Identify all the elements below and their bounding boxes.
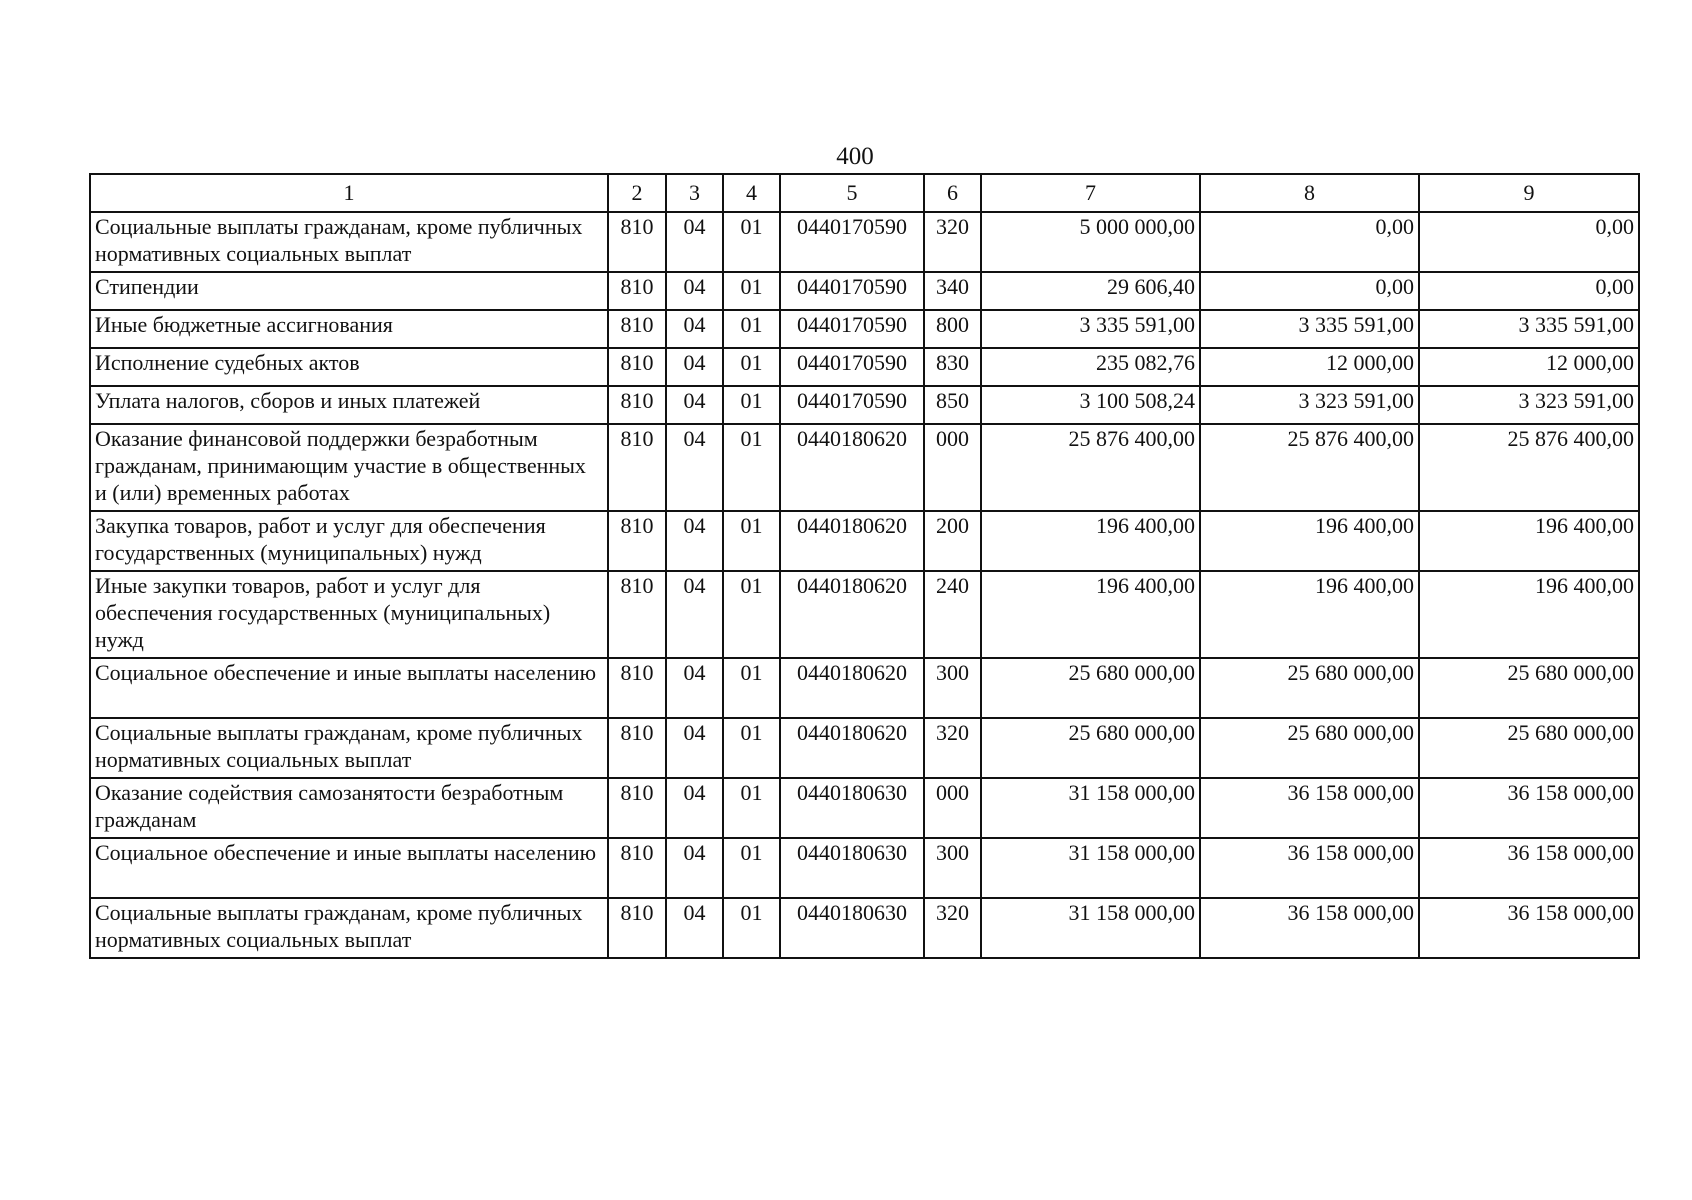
table-row [90,348,1639,386]
code-target-article: 0440170590 [780,272,924,310]
code-subsection: 01 [723,386,780,424]
amount-col9: 36 158 000,00 [1419,898,1639,958]
page-number: 400 [836,143,874,170]
amount-col8: 3 335 591,00 [1200,310,1419,348]
amount-col9: 196 400,00 [1419,571,1639,658]
code-ministry: 810 [608,658,666,718]
code-section: 04 [666,718,723,778]
amount-col7: 25 680 000,00 [981,718,1200,778]
code-subsection: 01 [723,424,780,511]
amount-col9: 25 680 000,00 [1419,658,1639,718]
amount-col8: 25 680 000,00 [1200,718,1419,778]
code-expense-type: 800 [924,310,981,348]
code-target-article: 0440180620 [780,511,924,571]
code-ministry: 810 [608,718,666,778]
column-header: 5 [780,174,924,212]
item-name: Иные бюджетные ассигнования [90,310,608,348]
code-ministry: 810 [608,310,666,348]
code-ministry: 810 [608,212,666,272]
code-expense-type: 320 [924,718,981,778]
code-ministry: 810 [608,348,666,386]
amount-col7: 3 335 591,00 [981,310,1200,348]
item-name: Исполнение судебных актов [90,348,608,386]
table-row [90,386,1639,424]
code-ministry: 810 [608,898,666,958]
amount-col7: 31 158 000,00 [981,898,1200,958]
amount-col8: 25 680 000,00 [1200,658,1419,718]
code-subsection: 01 [723,838,780,898]
code-section: 04 [666,838,723,898]
code-target-article: 0440170590 [780,348,924,386]
column-header: 8 [1200,174,1419,212]
code-expense-type: 300 [924,658,981,718]
table-row [90,658,1639,718]
item-name: Оказание финансовой поддержки безработным гражданам, принимающим участие в общественных и (или) временных работах [90,424,608,511]
code-ministry: 810 [608,838,666,898]
amount-col7: 29 606,40 [981,272,1200,310]
amount-col9: 0,00 [1419,212,1639,272]
code-subsection: 01 [723,778,780,838]
item-name: Социальные выплаты гражданам, кроме публичных нормативных социальных выплат [90,718,608,778]
amount-col8: 36 158 000,00 [1200,898,1419,958]
table-row [90,310,1639,348]
item-name: Закупка товаров, работ и услуг для обеспечения государственных (муниципальных) нужд [90,511,608,571]
code-section: 04 [666,511,723,571]
column-header: 2 [608,174,666,212]
code-ministry: 810 [608,778,666,838]
code-target-article: 0440170590 [780,310,924,348]
code-subsection: 01 [723,310,780,348]
code-section: 04 [666,348,723,386]
code-target-article: 0440180620 [780,718,924,778]
code-ministry: 810 [608,272,666,310]
item-name: Социальные выплаты гражданам, кроме публичных нормативных социальных выплат [90,898,608,958]
item-name: Социальное обеспечение и иные выплаты населению [90,658,608,718]
item-name: Оказание содействия самозанятости безработным гражданам [90,778,608,838]
table-header-row [90,174,1639,212]
column-header: 6 [924,174,981,212]
code-section: 04 [666,212,723,272]
code-target-article: 0440180620 [780,571,924,658]
amount-col7: 196 400,00 [981,571,1200,658]
code-expense-type: 850 [924,386,981,424]
table-row [90,838,1639,898]
column-header: 7 [981,174,1200,212]
code-expense-type: 000 [924,424,981,511]
amount-col9: 36 158 000,00 [1419,778,1639,838]
table-row [90,272,1639,310]
code-target-article: 0440180620 [780,424,924,511]
code-subsection: 01 [723,658,780,718]
amount-col7: 5 000 000,00 [981,212,1200,272]
budget-table [89,173,1640,959]
amount-col8: 0,00 [1200,212,1419,272]
amount-col9: 3 335 591,00 [1419,310,1639,348]
code-section: 04 [666,898,723,958]
code-target-article: 0440180630 [780,838,924,898]
code-target-article: 0440170590 [780,212,924,272]
code-expense-type: 830 [924,348,981,386]
code-section: 04 [666,310,723,348]
code-expense-type: 200 [924,511,981,571]
code-expense-type: 300 [924,838,981,898]
amount-col7: 3 100 508,24 [981,386,1200,424]
amount-col9: 3 323 591,00 [1419,386,1639,424]
amount-col9: 0,00 [1419,272,1639,310]
amount-col8: 36 158 000,00 [1200,838,1419,898]
code-target-article: 0440170590 [780,386,924,424]
table-row [90,778,1639,838]
item-name: Уплата налогов, сборов и иных платежей [90,386,608,424]
amount-col7: 25 876 400,00 [981,424,1200,511]
table-row [90,424,1639,511]
code-expense-type: 320 [924,212,981,272]
amount-col8: 3 323 591,00 [1200,386,1419,424]
code-section: 04 [666,658,723,718]
code-subsection: 01 [723,348,780,386]
amount-col9: 25 680 000,00 [1419,718,1639,778]
code-subsection: 01 [723,272,780,310]
code-subsection: 01 [723,212,780,272]
column-header: 9 [1419,174,1639,212]
table-row [90,718,1639,778]
item-name: Социальное обеспечение и иные выплаты населению [90,838,608,898]
amount-col8: 196 400,00 [1200,511,1419,571]
amount-col9: 25 876 400,00 [1419,424,1639,511]
code-ministry: 810 [608,571,666,658]
code-section: 04 [666,571,723,658]
amount-col7: 235 082,76 [981,348,1200,386]
amount-col8: 196 400,00 [1200,571,1419,658]
table-row [90,898,1639,958]
amount-col9: 196 400,00 [1419,511,1639,571]
code-ministry: 810 [608,386,666,424]
code-target-article: 0440180630 [780,898,924,958]
code-section: 04 [666,386,723,424]
item-name: Стипендии [90,272,608,310]
table-row [90,571,1639,658]
table-row [90,511,1639,571]
column-header: 1 [90,174,608,212]
amount-col7: 31 158 000,00 [981,778,1200,838]
amount-col8: 25 876 400,00 [1200,424,1419,511]
code-ministry: 810 [608,424,666,511]
item-name: Иные закупки товаров, работ и услуг для обеспечения государственных (муниципальных) нужд [90,571,608,658]
code-ministry: 810 [608,511,666,571]
code-subsection: 01 [723,511,780,571]
amount-col8: 0,00 [1200,272,1419,310]
code-target-article: 0440180630 [780,778,924,838]
amount-col7: 25 680 000,00 [981,658,1200,718]
table-row [90,212,1639,272]
code-subsection: 01 [723,898,780,958]
code-target-article: 0440180620 [780,658,924,718]
column-header: 3 [666,174,723,212]
amount-col9: 36 158 000,00 [1419,838,1639,898]
amount-col8: 36 158 000,00 [1200,778,1419,838]
code-expense-type: 000 [924,778,981,838]
code-subsection: 01 [723,718,780,778]
column-header: 4 [723,174,780,212]
code-expense-type: 340 [924,272,981,310]
amount-col8: 12 000,00 [1200,348,1419,386]
amount-col7: 31 158 000,00 [981,838,1200,898]
code-subsection: 01 [723,571,780,658]
code-expense-type: 240 [924,571,981,658]
amount-col9: 12 000,00 [1419,348,1639,386]
code-section: 04 [666,778,723,838]
amount-col7: 196 400,00 [981,511,1200,571]
code-section: 04 [666,424,723,511]
code-expense-type: 320 [924,898,981,958]
code-section: 04 [666,272,723,310]
item-name: Социальные выплаты гражданам, кроме публичных нормативных социальных выплат [90,212,608,272]
